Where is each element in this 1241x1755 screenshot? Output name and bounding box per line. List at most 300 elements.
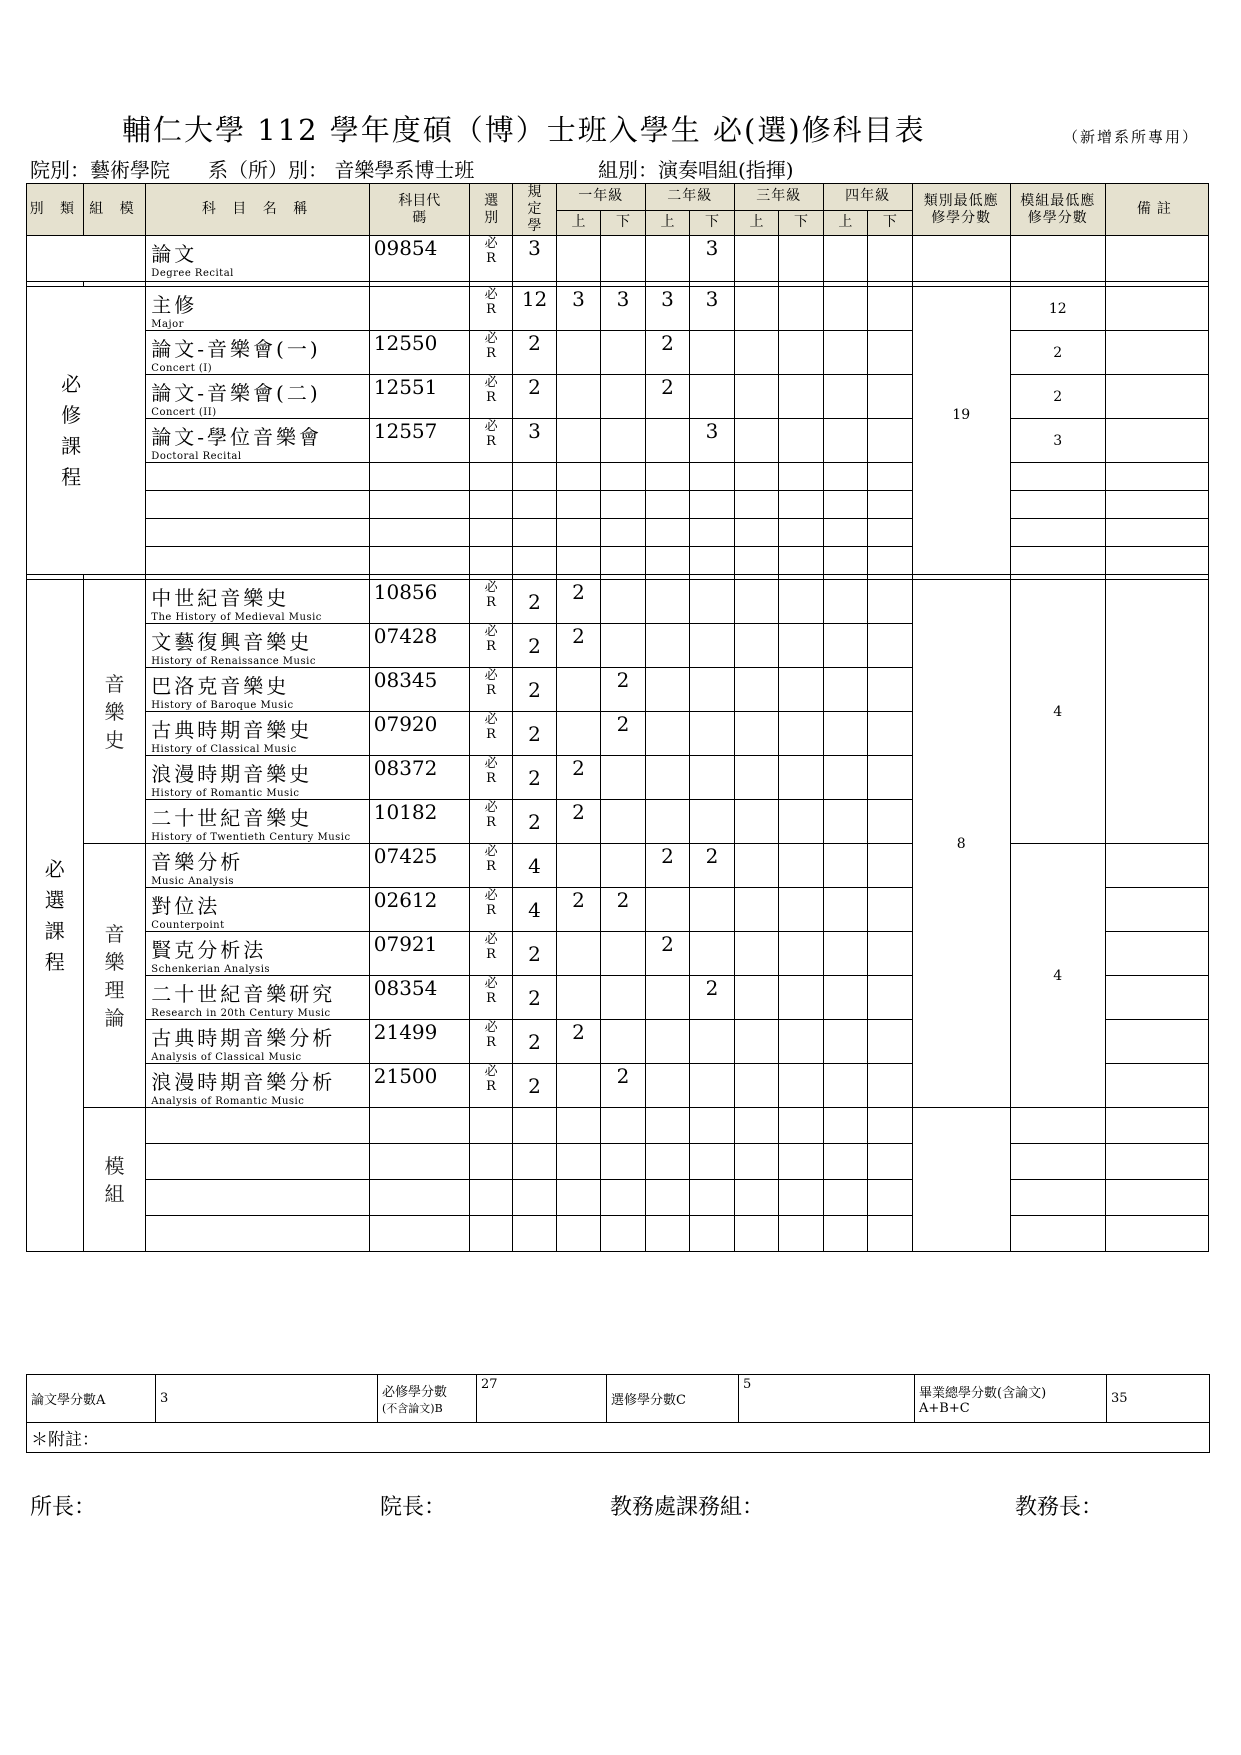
course-name-cell [146,976,369,1020]
course-credits: 2 [513,375,556,419]
sem-y2-down [690,756,734,800]
sem-empty [690,519,734,547]
sem-empty [734,375,778,419]
required-credits-value: 27 [477,1375,607,1423]
required-blank-row [27,491,1209,519]
sem-empty [734,1020,778,1064]
remarks-cell [1105,463,1208,491]
required-category-min: 19 [912,287,1010,575]
sem-y1-up: 2 [556,580,600,624]
sem-empty [823,624,867,668]
module-min [1010,519,1105,547]
sem-empty [779,1064,823,1108]
sem-empty [868,844,912,888]
sem-empty [601,1108,645,1144]
course-code: 10856 [369,580,469,624]
col-code-l2: 碼 [412,209,427,226]
elective-category-min: 8 [912,580,1010,1108]
sem-empty [556,1108,600,1144]
select-zh: 必 [484,712,498,727]
sem-empty [734,463,778,491]
sem-y2-down: 3 [690,419,734,463]
sem-empty [734,1064,778,1108]
module-min: 3 [1010,419,1105,463]
remarks-cell [1105,932,1208,976]
col-select-l1: 選 [484,192,499,209]
sem-empty [779,888,823,932]
college-label: 院別：藝術學院 [30,158,170,182]
sem-y2-down: 3 [690,287,734,331]
select-en: R [486,727,496,742]
group-label: 組別：演奏唱組(指揮) [598,158,794,182]
remarks-cell [1105,1180,1208,1216]
course-select [469,331,512,375]
remarks-cell [1105,375,1208,419]
course-credits: 2 [513,1020,556,1064]
sem-empty [734,844,778,888]
total-credits-label [915,1375,1107,1423]
sem-empty [734,756,778,800]
sem-empty [779,800,823,844]
sem-empty [779,580,823,624]
sem-empty [734,1108,778,1144]
course-code: 02612 [369,888,469,932]
remarks-cell [1105,287,1208,331]
select-en: R [486,771,496,786]
course-table [26,183,1209,1252]
required-credits-label-l2: (不含論文)B [382,1402,443,1415]
course-credits [513,463,556,491]
sem-empty [779,1108,823,1144]
sem-y2-down [690,375,734,419]
course-name: 論文-音樂會(二) [151,381,321,405]
sem-empty [645,547,689,575]
remarks-cell [1105,491,1208,519]
thesis-credits-value: 3 [156,1375,378,1423]
sem-empty [823,375,867,419]
course-code: 08354 [369,976,469,1020]
sem-y1-down [601,331,645,375]
sem-empty [734,580,778,624]
course-code: 08372 [369,756,469,800]
sem-empty [823,419,867,463]
sem-y1-up: 2 [556,800,600,844]
course-name-cell [146,712,369,756]
course-credits: 12 [513,287,556,331]
sem-y1-up: 2 [556,756,600,800]
sem-empty [779,419,823,463]
course-select [469,976,512,1020]
sem-empty [779,287,823,331]
course-select [469,888,512,932]
course-code [369,287,469,331]
sem-empty [823,888,867,932]
sem-empty [645,1216,689,1252]
sem-empty [779,491,823,519]
sem-empty [645,463,689,491]
remarks-cell [1105,580,1208,844]
select-zh: 必 [484,419,498,434]
course-code [369,1144,469,1180]
sem-empty [556,547,600,575]
sem-empty [868,1108,912,1144]
col-cat-min-l2: 修學分數 [931,209,992,226]
select-en: R [486,1079,496,1094]
sem-y1-down: 2 [601,668,645,712]
sem-empty [868,287,912,331]
sem-y2-up: 3 [645,287,689,331]
remarks-cell [1105,976,1208,1020]
sem-y2-down [690,888,734,932]
col-year3: 三年級 [734,184,823,211]
sem-empty [868,1020,912,1064]
select-zh: 必 [484,287,498,302]
total-credits-label-l1: 畢業總學分數(含論文) [919,1385,1047,1401]
sem-empty [779,1144,823,1180]
course-select [469,519,512,547]
col-y1-up: 上 [556,210,600,235]
select-en: R [486,639,496,654]
signature-registry: 教務處課務組： [610,1495,765,1520]
col-y2-down: 下 [690,210,734,235]
course-code: 09854 [369,236,469,282]
col-category: 別 類 [27,184,84,236]
sem-empty [779,1216,823,1252]
select-en: R [486,595,496,610]
sem-y1-down [601,375,645,419]
course-credits: 2 [513,624,556,668]
course-credits: 3 [513,419,556,463]
sem-empty [779,668,823,712]
remarks-cell [1105,519,1208,547]
course-name-en: Research in 20th Century Music [151,1008,331,1019]
select-en: R [486,991,496,1006]
sem-empty [868,756,912,800]
module-min [1010,1108,1105,1144]
course-select [469,932,512,976]
course-name-cell [146,1020,369,1064]
select-en: R [486,251,496,266]
course-code: 08345 [369,668,469,712]
sem-empty [734,888,778,932]
sem-y2-down: 3 [690,236,734,282]
sem-y2-up [645,976,689,1020]
course-select [469,287,512,331]
course-code: 07425 [369,844,469,888]
sem-empty [823,1180,867,1216]
module-min [1010,491,1105,519]
select-zh: 必 [484,844,498,859]
sem-empty [734,712,778,756]
course-code [369,519,469,547]
sem-y2-down [690,580,734,624]
module-history-text: 音樂史 [104,671,125,752]
sem-empty [734,419,778,463]
sem-empty [868,932,912,976]
course-select [469,580,512,624]
course-select [469,1064,512,1108]
remarks-cell [1105,1108,1208,1144]
module-theory-label [83,844,146,1108]
col-code-l1: 科目代 [398,192,441,209]
sem-empty [734,932,778,976]
select-en: R [486,434,496,449]
sem-empty [645,1108,689,1144]
sem-empty [779,624,823,668]
course-credits [513,491,556,519]
sem-y1-up [556,932,600,976]
sem-empty [823,1020,867,1064]
sem-empty [779,712,823,756]
course-name-cell [146,287,369,331]
select-zh: 必 [484,976,498,991]
credit-summary [26,1374,1210,1453]
course-code: 12550 [369,331,469,375]
course-name-cell [146,491,369,519]
sem-empty [823,756,867,800]
sem-empty [601,1180,645,1216]
sem-empty [868,331,912,375]
course-select [469,1144,512,1180]
course-code [369,547,469,575]
select-en: R [486,1035,496,1050]
sem-empty [868,800,912,844]
course-name-cell [146,888,369,932]
sem-empty [868,624,912,668]
sem-y2-up [645,580,689,624]
sem-empty [734,624,778,668]
select-en: R [486,683,496,698]
sem-empty [645,1144,689,1180]
sem-y2-down [690,932,734,976]
sem-empty [645,491,689,519]
sem-empty [823,547,867,575]
sem-empty [734,1180,778,1216]
select-zh: 必 [484,756,498,771]
course-select [469,624,512,668]
course-select [469,1020,512,1064]
required-course-row [27,287,1209,331]
sem-y1-up [556,976,600,1020]
course-name: 二十世紀音樂研究 [151,982,336,1006]
sem-y2-down: 2 [690,844,734,888]
course-name-en: Music Analysis [151,876,235,887]
sem-y1-up [556,844,600,888]
col-mod-min-l2: 修學分數 [1027,209,1088,226]
sem-empty [779,1180,823,1216]
sem-empty [556,1180,600,1216]
sem-y1-down: 2 [601,712,645,756]
sem-empty [601,1144,645,1180]
module-label-text: 模組 [104,1153,125,1206]
module-blank-label [83,1108,146,1252]
remarks-cell [1105,1020,1208,1064]
sem-empty [823,580,867,624]
sem-y1-up [556,375,600,419]
course-credits: 2 [513,800,556,844]
course-name-cell [146,1180,369,1216]
module-blank-row [27,1108,1209,1144]
sem-empty [823,712,867,756]
total-credits-label-l2: A+B+C [919,1400,970,1416]
course-name-cell [146,519,369,547]
sem-y1-up: 2 [556,888,600,932]
course-credits: 2 [513,331,556,375]
course-select [469,668,512,712]
course-name-cell [146,331,369,375]
course-select [469,712,512,756]
course-credits: 3 [513,236,556,282]
required-credits-label [378,1375,477,1423]
course-name-cell [146,624,369,668]
module-blank-row [27,1180,1209,1216]
sem-empty [690,1144,734,1180]
module-min [1010,1180,1105,1216]
select-zh: 必 [484,236,498,251]
sem-empty [734,668,778,712]
theory-module-min: 4 [1010,844,1105,1108]
course-credits: 2 [513,976,556,1020]
course-name-cell [146,800,369,844]
course-credits [513,1108,556,1144]
course-code: 07921 [369,932,469,976]
course-name-cell [146,1064,369,1108]
course-code [369,463,469,491]
sem-empty [823,1108,867,1144]
select-zh: 必 [484,580,498,595]
sem-y1-up [556,331,600,375]
course-name-en: History of Romantic Music [151,788,300,799]
sem-y2-down [690,800,734,844]
course-name-cell [146,1216,369,1252]
sem-y2-up [645,712,689,756]
sem-y1-down [601,844,645,888]
course-name: 論文-音樂會(一) [151,337,321,361]
course-credits [513,519,556,547]
select-zh: 必 [484,331,498,346]
sem-empty [779,375,823,419]
sem-empty [779,844,823,888]
course-name: 論文-學位音樂會 [151,425,323,449]
course-name-cell [146,1144,369,1180]
sem-y2-up: 2 [645,932,689,976]
sem-y1-down: 2 [601,888,645,932]
sem-y2-up [645,668,689,712]
remarks-cell [1105,331,1208,375]
module-min [1010,1144,1105,1180]
sem-empty [779,932,823,976]
sem-empty [823,668,867,712]
sem-empty [734,1216,778,1252]
course-code: 07428 [369,624,469,668]
remarks-cell [1105,844,1208,888]
sem-y1-down [601,580,645,624]
sem-empty [868,519,912,547]
sem-empty [734,519,778,547]
course-name-en: Degree Recital [151,268,234,279]
remarks-cell [1105,419,1208,463]
sem-y2-down [690,331,734,375]
title-note: （新增系所專用） [1063,128,1200,146]
col-category-min [912,184,1010,236]
course-name: 古典時期音樂分析 [151,1026,336,1050]
required-blank-row [27,547,1209,575]
total-credits-value: 35 [1107,1375,1210,1423]
course-select [469,756,512,800]
required-blank-row [27,463,1209,491]
course-select [469,800,512,844]
sem-empty [823,800,867,844]
course-credits: 2 [513,932,556,976]
select-zh: 必 [484,932,498,947]
sem-y1-down [601,932,645,976]
sem-empty [601,547,645,575]
remarks-cell [1105,1064,1208,1108]
select-zh: 必 [484,800,498,815]
signature-provost: 教務長： [1015,1495,1104,1520]
sem-y1-down: 3 [601,287,645,331]
required-course-row [27,419,1209,463]
sem-empty [823,976,867,1020]
remarks-cell [1105,1144,1208,1180]
sem-y1-down [601,756,645,800]
theory-course-row [27,844,1209,888]
sem-empty [690,1108,734,1144]
course-name-cell [146,668,369,712]
select-zh: 必 [484,888,498,903]
sem-empty [868,888,912,932]
select-en: R [486,859,496,874]
sem-y2-up: 2 [645,331,689,375]
sem-empty [645,519,689,547]
course-name-en: Counterpoint [151,920,225,931]
course-name-cell [146,1108,369,1144]
thesis-credits-label: 論文學分數A [27,1375,156,1423]
required-blank-row [27,519,1209,547]
sem-empty [868,375,912,419]
course-name: 中世紀音樂史 [151,586,290,610]
course-code [369,1180,469,1216]
course-credits [513,1144,556,1180]
course-select [469,1108,512,1144]
course-name: 二十世紀音樂史 [151,806,313,830]
sem-y1-up: 3 [556,287,600,331]
course-name: 賢克分析法 [151,938,267,962]
module-min: 2 [1010,331,1105,375]
sem-y2-down [690,1020,734,1064]
sem-y1-up: 2 [556,1020,600,1064]
sem-y1-down [601,976,645,1020]
module-theory-text: 音樂理論 [104,921,125,1030]
sem-empty [734,287,778,331]
course-name-cell [146,547,369,575]
course-select [469,236,512,282]
sem-empty [868,1144,912,1180]
col-select [469,184,512,236]
course-name-en: Analysis of Classical Music [151,1052,302,1063]
section-required-label [27,287,146,575]
module-blank-row [27,1216,1209,1252]
course-name-en: Concert (I) [151,363,213,374]
course-code: 07920 [369,712,469,756]
sem-empty [556,491,600,519]
sem-y2-down [690,712,734,756]
col-module-min [1010,184,1105,236]
remarks-cell [1105,1216,1208,1252]
course-code: 10182 [369,800,469,844]
course-name-en: History of Baroque Music [151,700,294,711]
sem-empty [823,519,867,547]
